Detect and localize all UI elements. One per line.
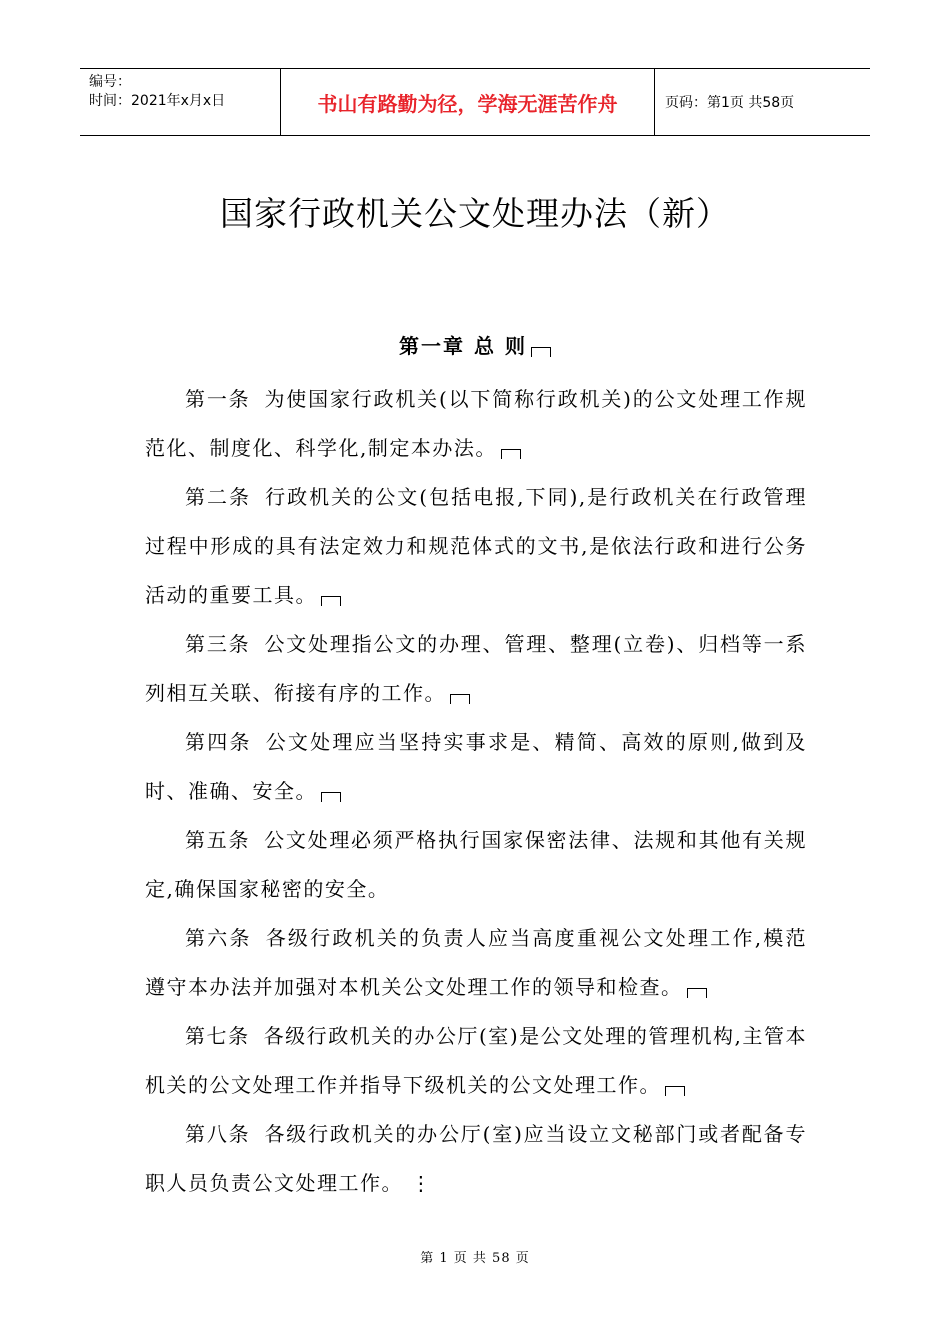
article-text: 公文处理应当坚持实事求是、精简、高效的原则,做到及时、准确、安全。 bbox=[145, 730, 808, 803]
number-label: 编号： bbox=[89, 74, 131, 90]
article-8 bbox=[145, 1110, 807, 1208]
page-footer: 第 1 页 共 58 页 bbox=[420, 1251, 530, 1266]
article-3 bbox=[145, 620, 807, 718]
article-number: 第五条 bbox=[185, 828, 251, 852]
article-text: 为使国家行政机关(以下简称行政机关)的公文处理工作规范化、制度化、科学化,制定本办法。 bbox=[145, 387, 807, 460]
header-motto: 书山有路勤为径，学海无涯苦作舟 bbox=[281, 69, 655, 135]
article-number: 第七条 bbox=[185, 1024, 250, 1048]
article-text: 公文处理指公文的办理、管理、整理(立卷)、归档等一系列相互关联、衔接有序的工作。 bbox=[145, 632, 807, 705]
article-text: 各级行政机关的办公厅(室)是公文处理的管理机构,主管本机关的公文处理工作并指导下级机关的公文处理工作。 bbox=[145, 1024, 807, 1097]
header-meta bbox=[80, 69, 281, 135]
paragraph-mark-icon bbox=[321, 792, 341, 802]
article-number: 第三条 bbox=[185, 632, 251, 656]
article-text: 各级行政机关的负责人应当高度重视公文处理工作,模范遵守本办法并加强对本机关公文处理工作的领导和检查。 bbox=[145, 926, 808, 999]
date-label: 时间：2021年x月x日 bbox=[89, 93, 226, 109]
ellipsis-icon: ⋮ bbox=[403, 1171, 433, 1195]
article-text: 行政机关的公文(包括电报,下同),是行政机关在行政管理过程中形成的具有法定效力和规范体式的文书,是依法行政和进行公务活动的重要工具。 bbox=[145, 485, 807, 607]
article-7 bbox=[145, 1012, 807, 1110]
chapter-heading bbox=[0, 330, 950, 359]
paragraph-mark-icon bbox=[531, 347, 551, 357]
paragraph-mark-icon bbox=[321, 596, 341, 606]
article-number: 第八条 bbox=[185, 1122, 251, 1146]
article-number: 第四条 bbox=[185, 730, 252, 754]
article-text: 公文处理必须严格执行国家保密法律、法规和其他有关规定,确保国家秘密的安全。 bbox=[145, 828, 808, 901]
chapter-title: 第一章 总 则 bbox=[399, 334, 527, 358]
article-4 bbox=[145, 718, 807, 816]
paragraph-mark-icon bbox=[501, 449, 521, 459]
article-number: 第二条 bbox=[185, 485, 252, 509]
article-number: 第一条 bbox=[185, 387, 251, 411]
article-2 bbox=[145, 473, 807, 620]
article-text: 各级行政机关的办公厅(室)应当设立文秘部门或者配备专职人员负责公文处理工作。 bbox=[145, 1122, 807, 1195]
article-1 bbox=[145, 375, 807, 473]
header-page-info: 页码：第1页 共58页 bbox=[665, 95, 795, 111]
article-number: 第六条 bbox=[185, 926, 252, 950]
document-body bbox=[145, 375, 807, 1208]
page-header bbox=[80, 68, 870, 136]
paragraph-mark-icon bbox=[665, 1086, 685, 1096]
article-5 bbox=[145, 816, 807, 914]
article-6 bbox=[145, 914, 807, 1012]
paragraph-mark-icon bbox=[687, 988, 707, 998]
document-title: 国家行政机关公文处理办法（新） bbox=[220, 194, 730, 233]
paragraph-mark-icon bbox=[450, 694, 470, 704]
